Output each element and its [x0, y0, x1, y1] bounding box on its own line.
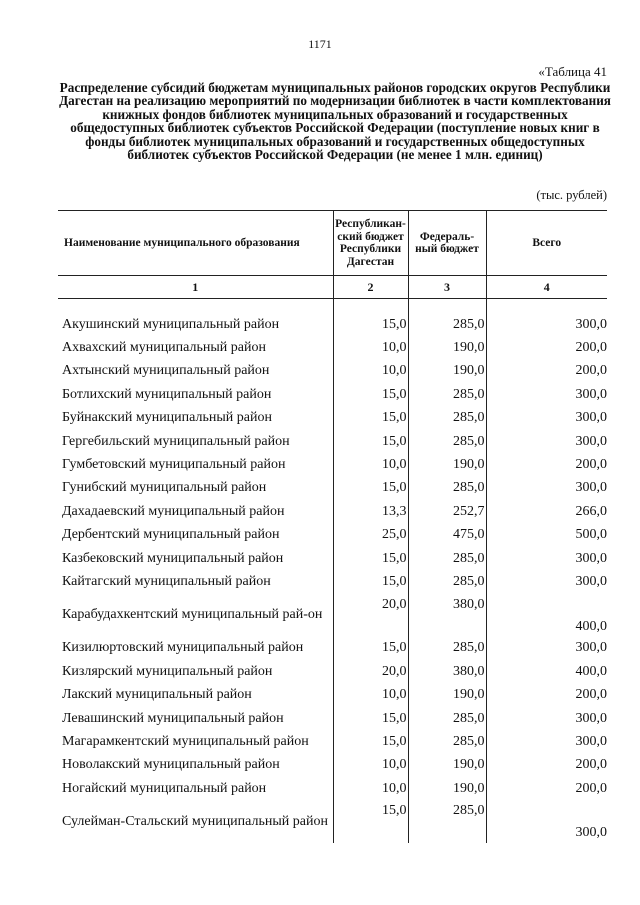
cell-municipality: Кайтагский муниципальный район [62, 573, 271, 589]
table-row [58, 754, 607, 777]
cell-republic-budget: 10,0 [333, 777, 408, 800]
cell-municipality: Акушинский муниципальный район [62, 316, 280, 332]
table-row [58, 707, 607, 730]
cell-republic-budget: 10,0 [333, 453, 408, 476]
table-row [58, 453, 607, 476]
cell-federal-budget: 190,0 [408, 683, 486, 706]
cell-total: 200,0 [486, 754, 607, 777]
header-total: Всего [486, 211, 607, 276]
cell-total: 300,0 [486, 383, 607, 406]
cell-federal-budget: 252,7 [408, 500, 486, 523]
cell-total: 300,0 [486, 570, 607, 593]
cell-republic-budget: 10,0 [333, 683, 408, 706]
cell-municipality: Лакский муниципальный район [62, 687, 252, 703]
cell-municipality: Кизлярский муниципальный район [62, 663, 273, 679]
cell-federal-budget: 285,0 [408, 570, 486, 593]
cell-federal-budget: 190,0 [408, 360, 486, 383]
column-number: 4 [486, 276, 607, 299]
cell-total: 300,0 [486, 477, 607, 500]
cell-republic-budget: 10,0 [333, 360, 408, 383]
page-number: 1171 [308, 37, 332, 51]
cell-federal-budget: 190,0 [408, 453, 486, 476]
cell-total: 300,0 [486, 430, 607, 453]
header-municipality: Наименование муниципального образования [58, 211, 333, 276]
header-republic-budget: Республикан-ский бюджет Республики Дагестан [333, 211, 408, 276]
cell-republic-budget: 10,0 [333, 754, 408, 777]
cell-federal-budget: 285,0 [408, 313, 486, 336]
cell-republic-budget: 15,0 [333, 383, 408, 406]
header-federal-budget: Федераль-ный бюджет [408, 211, 486, 276]
cell-total: 200,0 [486, 683, 607, 706]
cell-municipality: Дахадаевский муниципальный район [62, 503, 285, 519]
cell-municipality: Сулейман-Стальский муниципальный район [62, 813, 328, 829]
table-row [58, 637, 607, 660]
cell-municipality: Ботлихский муниципальный район [62, 386, 272, 402]
cell-total: 300,0 [486, 637, 607, 660]
table-header-row [58, 211, 607, 276]
cell-republic-budget: 15,0 [333, 477, 408, 500]
table-row [58, 524, 607, 547]
cell-federal-budget: 285,0 [408, 637, 486, 660]
cell-federal-budget: 190,0 [408, 336, 486, 359]
units-note: (тыс. рублей) [536, 188, 607, 202]
cell-federal-budget: 285,0 [408, 383, 486, 406]
cell-federal-budget: 285,0 [408, 477, 486, 500]
cell-republic-budget: 10,0 [333, 336, 408, 359]
cell-federal-budget: 285,0 [408, 800, 486, 843]
cell-republic-budget: 15,0 [333, 313, 408, 336]
cell-total: 300,0 [486, 730, 607, 753]
table-row [58, 800, 607, 843]
cell-total: 400,0 [486, 594, 607, 637]
table-body [58, 299, 607, 844]
table-row [58, 594, 607, 637]
cell-municipality: Гунибский муниципальный район [62, 480, 267, 496]
cell-total: 266,0 [486, 500, 607, 523]
cell-federal-budget: 190,0 [408, 754, 486, 777]
subsidy-table [58, 210, 607, 843]
cell-total: 300,0 [486, 800, 607, 843]
cell-republic-budget: 20,0 [333, 594, 408, 637]
cell-municipality: Карабудахкентский муниципальный рай-он [62, 607, 323, 623]
cell-total: 400,0 [486, 660, 607, 683]
cell-total: 300,0 [486, 707, 607, 730]
cell-republic-budget: 13,3 [333, 500, 408, 523]
table-label: «Таблица 41 [538, 64, 607, 79]
table-row [58, 660, 607, 683]
cell-municipality: Буйнакский муниципальный район [62, 410, 272, 426]
cell-republic-budget: 15,0 [333, 430, 408, 453]
table-row [58, 430, 607, 453]
cell-republic-budget: 25,0 [333, 524, 408, 547]
document-title: Распределение субсидий бюджетам муниципальных районов городских округов Республики Дагестан на реализацию мероприятий по модернизации библиотек в части комплектования книжных фондов библиотек муниципальных образований и государственных общедоступных библиотек субъектов Российской Федерации (поступление новых книг в фонды библиотек муниципальных образований и государственных общедоступных библиотек субъектов Российской Федерации (не менее 1 млн. единиц) [59, 80, 611, 163]
cell-republic-budget: 15,0 [333, 407, 408, 430]
table-row [58, 500, 607, 523]
cell-total: 200,0 [486, 453, 607, 476]
cell-total: 300,0 [486, 407, 607, 430]
cell-federal-budget: 285,0 [408, 707, 486, 730]
table-row [58, 336, 607, 359]
cell-municipality: Новолакский муниципальный район [62, 757, 280, 773]
table-row [58, 360, 607, 383]
cell-federal-budget: 475,0 [408, 524, 486, 547]
table-row [58, 313, 607, 336]
table-row [58, 547, 607, 570]
table-row [58, 477, 607, 500]
cell-federal-budget: 285,0 [408, 730, 486, 753]
cell-federal-budget: 380,0 [408, 594, 486, 637]
cell-federal-budget: 285,0 [408, 547, 486, 570]
table-row [58, 570, 607, 593]
cell-total: 200,0 [486, 777, 607, 800]
cell-municipality: Ахвахский муниципальный район [62, 340, 266, 356]
cell-total: 200,0 [486, 336, 607, 359]
cell-total: 300,0 [486, 547, 607, 570]
table-row [58, 683, 607, 706]
cell-municipality: Кизилюртовский муниципальный район [62, 640, 304, 656]
cell-municipality: Гумбетовский муниципальный район [62, 457, 286, 473]
column-number: 3 [408, 276, 486, 299]
cell-federal-budget: 285,0 [408, 407, 486, 430]
cell-republic-budget: 15,0 [333, 800, 408, 843]
cell-municipality: Гергебильский муниципальный район [62, 433, 290, 449]
cell-total: 500,0 [486, 524, 607, 547]
table-row [58, 730, 607, 753]
column-number: 2 [333, 276, 408, 299]
cell-republic-budget: 15,0 [333, 637, 408, 660]
cell-municipality: Ногайский муниципальный район [62, 780, 267, 796]
cell-republic-budget: 20,0 [333, 660, 408, 683]
column-number: 1 [58, 276, 333, 299]
cell-municipality: Магарамкентский муниципальный район [62, 733, 309, 749]
table-row [58, 383, 607, 406]
cell-municipality: Левашинский муниципальный район [62, 710, 284, 726]
cell-federal-budget: 285,0 [408, 430, 486, 453]
cell-municipality: Ахтынский муниципальный район [62, 363, 270, 379]
cell-federal-budget: 380,0 [408, 660, 486, 683]
table-row [58, 777, 607, 800]
cell-municipality: Казбековский муниципальный район [62, 550, 284, 566]
cell-federal-budget: 190,0 [408, 777, 486, 800]
cell-total: 200,0 [486, 360, 607, 383]
column-number-row [58, 276, 607, 299]
cell-municipality: Дербентский муниципальный район [62, 527, 280, 543]
cell-republic-budget: 15,0 [333, 707, 408, 730]
cell-republic-budget: 15,0 [333, 730, 408, 753]
cell-republic-budget: 15,0 [333, 547, 408, 570]
spacer-row [58, 299, 607, 314]
cell-total: 300,0 [486, 313, 607, 336]
table-row [58, 407, 607, 430]
cell-republic-budget: 15,0 [333, 570, 408, 593]
